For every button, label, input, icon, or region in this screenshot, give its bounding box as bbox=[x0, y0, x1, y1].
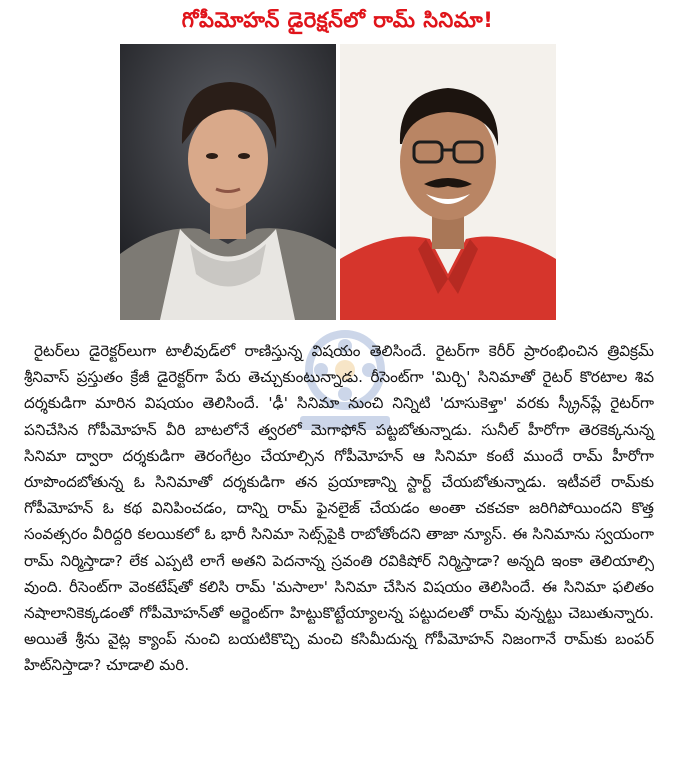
photo-collage bbox=[120, 44, 556, 320]
article-body: రైటర్‌లు డైరెక్టర్‌లుగా టాలీవుడ్‌లో రాణిస్తున్న విషయం తెలిసిందే. రైటర్‌గా కెరీర్ ప్రారంభించిన త్రివిక్రమ్ శ్రీనివాస్ ప్రస్తుతం క్రేజీ డైరెక్టర్‌గా పేరు తెచ్చుకుంటున్నాడు. రీసెంట్‌గా 'మిర్చి' సినిమాతో రైటర్ కొరటాల శివ దర్శకుడిగా మారిన విషయం తెలిసిందే. 'ఢీ' సినిమా నుంచి నిన్నిటి 'దూసుకెళ్తా' వరకు స్క్రీన్‌ప్లే రైటర్‌గా పనిచేసిన గోపీమోహన్ వీరి బాటలోనే త్వరలో మెగాఫోన్ పట్టబోతున్నాడు. సునీల్ హీరోగా తెరకెక్కనున్న సినిమా ద్వారా దర్శకుడిగా తెరంగేట్రం చేయాల్సిన గోపీమోహన్ ఆ సినిమా కంటే ముందే రామ్ హీరోగా రూపొందబోతున్న ఓ సినిమాతో దర్శకుడిగా తన ప్రయాణాన్ని స్టార్ట్ చేయబోతున్నాడు. ఇటీవలే రామ్‌కు గోపీమోహన్ ఓ కథ వినిపించడం, దాన్ని రామ్ ఫైనలైజ్ చేయడం అంతా చకచకా జరిగిపోయిందని కొత్త సంవత్సరం వీరిద్దరి కలయికలో ఓ భారీ సినిమా సెట్స్‌పైకి రాబోతోందని తాజా న్యూస్. ఈ సినిమాను స్వయంగా రామ్ నిర్మిస్తాడా? లేక ఎప్పటి లాగే అతని పెదనాన్న స్రవంతి రవికిషోర్ నిర్మిస్తాడా? అన్నది ఇంకా తెలియాల్సి వుంది. రీసెంట్‌గా వెంకటేష్‌తో కలిసి రామ్ 'మసాలా' సినిమా చేసిన విషయం తెలిసిందే. ఈ సినిమా ఫలితం నషాలానికెక్కడంతో గోపీమోహన్‌తో అర్జెంట్‌గా హిట్టుకొట్టేయ్యాలన్న పట్టుదలతో రామ్ వున్నట్టు చెబుతున్నారు. అయితే శ్రీను వైట్ల క్యాంప్ నుంచి బయటికొచ్చి మంచి కసిమీదున్న గోపీమోహన్ నిజంగానే రామ్‌కు బంపర్ హిట్‌నిస్తాడా? చూడాలి మరి. bbox=[24, 342, 654, 675]
actor-portrait-photo bbox=[120, 44, 336, 320]
director-portrait-photo bbox=[340, 44, 556, 320]
actor-portrait-icon bbox=[120, 44, 336, 320]
director-portrait-icon bbox=[340, 44, 556, 320]
headline: గోపీమోహన్ డైరెక్షన్‌లో రామ్ సినిమా! bbox=[181, 8, 494, 32]
